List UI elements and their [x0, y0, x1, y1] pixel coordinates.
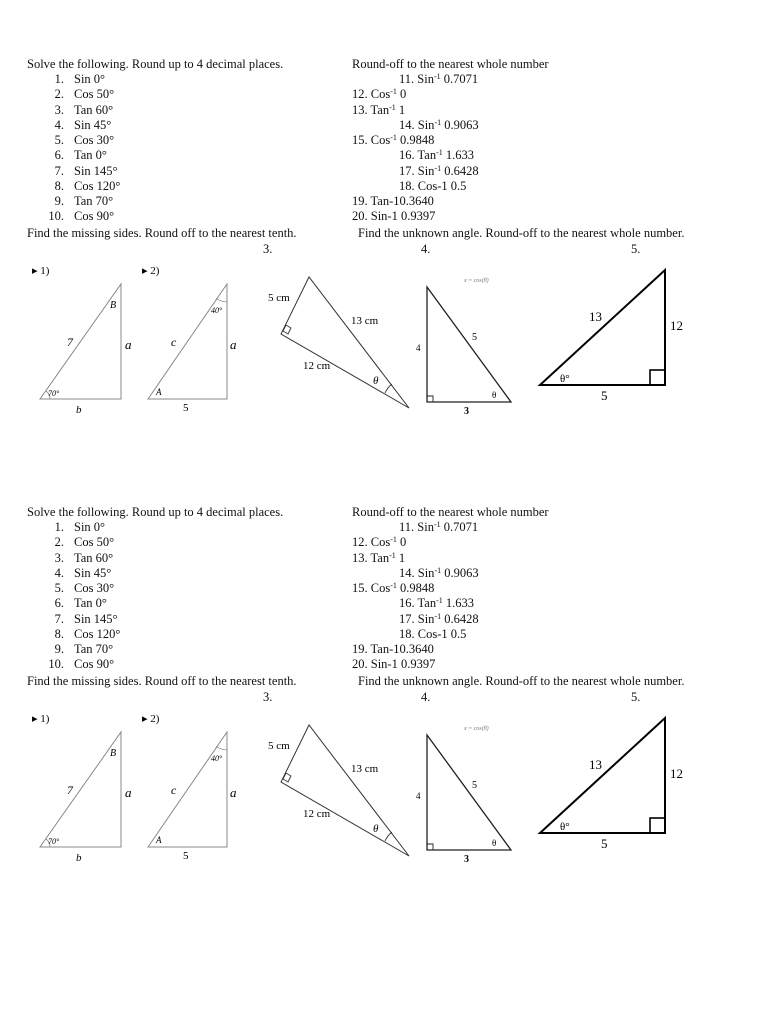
inverse-superscript: -1 [390, 87, 397, 97]
problem-item [0, 581, 768, 596]
problem-text [399, 164, 479, 179]
problem-text: Tan 60° [74, 102, 114, 117]
heading-right: Round-off to the nearest whole number [352, 505, 549, 519]
inverse-superscript: -1 [389, 102, 396, 112]
triangle-2-angle-arc [216, 298, 227, 302]
problem-number: 3. [54, 102, 64, 117]
problem-number: 7. [54, 163, 64, 178]
triangle-3-shape [281, 277, 409, 408]
inverse-superscript: -1 [390, 133, 397, 142]
find-sides-instruction: Find the missing sides. Round off to the nearest tenth. [27, 226, 297, 240]
triangle-1-angle-top-label: B [110, 300, 117, 311]
problem-number: 3. [54, 550, 64, 565]
inverse-superscript: -1 [434, 163, 442, 173]
problem-text [399, 72, 478, 87]
triangle-3-short-leg-label: 5 cm [268, 740, 290, 752]
triangle-2-angle-base-label: A [156, 387, 162, 397]
triangle-figure-2 [138, 260, 248, 420]
problem-text [352, 209, 435, 224]
problem-value: 1.633 [442, 148, 475, 163]
worksheet-copy [0, 0, 768, 420]
inverse-superscript: -1 [436, 596, 443, 606]
problem-item [0, 148, 768, 163]
problem-function: 20. Sin-1 0.9397 [352, 657, 436, 672]
triangle-1-hyp-label: 7 [67, 783, 73, 797]
problem-text: Cos 50° [74, 535, 115, 550]
triangle-2-side-label: a [230, 337, 237, 352]
triangle-2-angle-base-label: A [156, 835, 162, 845]
problem-item [0, 103, 768, 118]
problem-text: Cos 30° [74, 581, 115, 595]
triangle-3-angle-label: θ [373, 823, 379, 835]
problem-value: 1.633 [442, 596, 475, 611]
triangle-figure-1 [28, 708, 138, 868]
triangle-4-side-label: 4 [416, 791, 421, 801]
inverse-superscript: -1 [390, 535, 397, 545]
triangle-1-angle-base-label: 70° [48, 837, 60, 846]
problem-function: 13. Tan [352, 102, 390, 117]
triangle-2-shape [148, 284, 227, 399]
problem-item [0, 627, 768, 642]
problem-item [0, 87, 768, 102]
triangle-2-angle-top-label: 40° [211, 306, 223, 315]
triangle-4-caption: x = cos(θ) [464, 726, 489, 732]
problem-text [352, 657, 435, 672]
inverse-superscript: -1 [389, 550, 396, 560]
triangle-1-side-label: a [125, 785, 132, 800]
problem-function: 16. Tan [399, 596, 437, 611]
problem-value: 0.6428 [441, 163, 479, 178]
worksheet-copy [0, 448, 768, 868]
problem-value: 0.9063 [441, 565, 479, 580]
problem-text [352, 194, 434, 209]
right-problem-list [0, 72, 768, 225]
problem-text [352, 642, 434, 657]
problem-number: 2. [54, 87, 64, 102]
problem-text [399, 627, 466, 642]
triangle-1-side-label: a [125, 337, 132, 352]
problem-item [0, 209, 768, 224]
inverse-superscript: -1 [434, 565, 442, 575]
problem-number: 1. [54, 520, 64, 534]
problem-item [0, 596, 768, 611]
problem-value: 0.9063 [441, 117, 479, 132]
problem-item [0, 612, 768, 627]
problem-value: 0.9848 [396, 581, 435, 595]
triangle-1-hyp-label: 7 [67, 335, 73, 349]
find-sides-instruction: Find the missing sides. Round off to the nearest tenth. [27, 674, 297, 688]
triangle-4-hyp-label: 5 [472, 332, 477, 343]
problem-item [0, 164, 768, 179]
triangle-5-hyp-label: 13 [589, 309, 602, 324]
figures-row [0, 240, 768, 420]
problem-number: 5. [54, 581, 64, 595]
find-angle-instruction: Find the unknown angle. Round-off to the nearest whole number. [358, 674, 685, 688]
problem-function: 13. Tan [352, 550, 390, 565]
problem-number: 7. [54, 611, 64, 626]
problem-text [399, 520, 478, 535]
problem-item [0, 72, 768, 87]
triangle-2-side-label: a [230, 785, 237, 800]
problem-value: 0.9848 [396, 133, 435, 147]
figure-number-3: 3. [263, 690, 273, 704]
problem-text: Sin 145° [74, 163, 118, 178]
triangle-3-right-angle-marker [283, 325, 291, 334]
problem-number: 6. [54, 148, 64, 163]
triangle-3-hyp-label: 13 cm [351, 763, 379, 775]
triangle-4-shape [427, 287, 511, 402]
problem-text [352, 535, 406, 550]
triangle-3-long-leg-label: 12 cm [303, 360, 331, 372]
problem-function: 11. Sin [399, 520, 434, 534]
problem-function: 11. Sin [399, 72, 434, 86]
problem-text: Sin 0° [74, 72, 106, 86]
problem-number: 9. [54, 194, 64, 208]
problem-text: Sin 0° [74, 520, 106, 534]
figure-number-4: 4. [421, 242, 431, 256]
figure-2-marker: ▸ 2) [142, 265, 160, 277]
problem-item [0, 657, 768, 672]
triangle-5-right-angle-marker [650, 370, 665, 385]
problem-number: 4. [54, 117, 64, 132]
problem-value: 0.6428 [441, 611, 479, 626]
right-problem-list [0, 520, 768, 673]
problem-number: 8. [54, 626, 64, 641]
problem-text [399, 612, 479, 627]
triangle-4-base-label: 3 [464, 854, 469, 864]
problem-item [0, 535, 768, 550]
triangle-4-hyp-label: 5 [472, 780, 477, 791]
problem-item [0, 179, 768, 194]
triangle-1-angle-base-label: 70° [48, 389, 60, 398]
find-angle-instruction: Find the unknown angle. Round-off to the nearest whole number. [358, 226, 685, 240]
triangle-5-angle-label: θ° [560, 373, 570, 385]
triangle-figure-4 [414, 716, 520, 864]
inverse-superscript: -1 [433, 520, 441, 529]
triangle-5-shape [540, 270, 665, 385]
problem-item [0, 133, 768, 148]
triangle-1-base-label: b [76, 852, 82, 864]
problem-text: Sin 45° [74, 565, 112, 580]
triangle-2-hyp-label: c [171, 783, 177, 797]
inverse-superscript: -1 [434, 611, 442, 621]
inverse-superscript: -1 [433, 72, 441, 81]
triangle-figure-3 [264, 714, 414, 860]
figure-number-5: 5. [631, 242, 641, 256]
problem-number: 5. [54, 133, 64, 147]
figure-number-3: 3. [263, 242, 273, 256]
triangle-figure-4 [414, 268, 520, 416]
problem-item [0, 520, 768, 535]
problem-function: 17. Sin [399, 611, 435, 626]
heading-right: Round-off to the nearest whole number [352, 57, 549, 71]
triangle-3-angle-arc [385, 832, 392, 841]
triangle-5-right-angle-marker [650, 818, 665, 833]
problem-text: Cos 90° [74, 657, 115, 672]
problem-text: Tan 60° [74, 550, 114, 565]
problem-text: Cos 30° [74, 133, 115, 147]
triangle-3-angle-label: θ [373, 375, 379, 387]
triangle-figure-5 [532, 714, 692, 854]
problem-number: 10. [48, 209, 64, 224]
problem-text: Cos 120° [74, 178, 121, 193]
triangle-figure-3 [264, 266, 414, 412]
triangle-3-right-angle-marker [283, 773, 291, 782]
inverse-superscript: -1 [434, 117, 442, 127]
triangle-1-shape [40, 732, 121, 847]
problem-value: 0.7071 [440, 520, 479, 534]
problem-number: 9. [54, 642, 64, 656]
problem-function: 17. Sin [399, 163, 435, 178]
problem-item [0, 118, 768, 133]
triangle-4-caption: x = cos(θ) [464, 278, 489, 284]
triangle-3-angle-arc [385, 384, 392, 393]
triangle-5-shape [540, 718, 665, 833]
problem-value: 0 [396, 535, 407, 550]
problem-number: 1. [54, 72, 64, 86]
figures-row [0, 688, 768, 868]
problem-function: 12. Cos [352, 535, 391, 550]
problem-text [399, 179, 466, 194]
problem-text [399, 118, 479, 133]
triangle-figure-2 [138, 708, 248, 868]
triangle-3-long-leg-label: 12 cm [303, 808, 331, 820]
problem-number: 2. [54, 535, 64, 550]
problem-text: Tan 70° [74, 642, 114, 656]
problem-value: 1 [395, 102, 406, 117]
problem-text [399, 148, 474, 163]
problem-text [352, 103, 405, 118]
problem-text: Cos 50° [74, 87, 115, 102]
problem-text: Sin 45° [74, 117, 112, 132]
problem-text [352, 133, 434, 148]
problem-number: 4. [54, 565, 64, 580]
problem-value: 1 [395, 550, 406, 565]
problem-function: 15. Cos [352, 133, 391, 147]
triangle-5-base-label: 5 [601, 836, 608, 851]
triangle-2-base-label: 5 [183, 850, 189, 862]
problem-number: 10. [48, 657, 64, 672]
figure-number-5: 5. [631, 690, 641, 704]
triangle-5-hyp-label: 13 [589, 757, 602, 772]
problem-text [352, 551, 405, 566]
inverse-superscript: -1 [436, 148, 443, 158]
problem-text: Cos 90° [74, 209, 115, 224]
problem-number: 8. [54, 178, 64, 193]
triangle-4-shape [427, 735, 511, 850]
triangle-4-angle-label: θ [492, 838, 497, 848]
problem-function: 16. Tan [399, 148, 437, 163]
problem-function: 15. Cos [352, 581, 391, 595]
problem-text [352, 581, 434, 596]
problem-text [399, 596, 474, 611]
problem-function: 19. Tan-10.3640 [352, 642, 434, 656]
problem-text [352, 87, 406, 102]
triangle-1-shape [40, 284, 121, 399]
problem-function: 14. Sin [399, 117, 435, 132]
problem-function: 12. Cos [352, 87, 391, 102]
problem-item [0, 566, 768, 581]
triangle-2-angle-top-label: 40° [211, 754, 223, 763]
problem-function: 20. Sin-1 0.9397 [352, 209, 436, 224]
triangle-4-base-label: 3 [464, 406, 469, 416]
problem-function: 18. Cos-1 0.5 [399, 178, 467, 193]
problem-item [0, 642, 768, 657]
triangle-figure-5 [532, 266, 692, 406]
triangle-3-short-leg-label: 5 cm [268, 292, 290, 304]
triangle-2-shape [148, 732, 227, 847]
problem-text: Tan 0° [74, 148, 107, 163]
heading-left: Solve the following. Round up to 4 decimal places. [27, 505, 284, 519]
problem-function: 14. Sin [399, 565, 435, 580]
problem-number: 6. [54, 596, 64, 611]
problem-text: Cos 120° [74, 626, 121, 641]
problem-item [0, 551, 768, 566]
figure-1-marker: ▸ 1) [32, 713, 50, 725]
triangle-2-hyp-label: c [171, 335, 177, 349]
triangle-5-base-label: 5 [601, 388, 608, 403]
triangle-3-hyp-label: 13 cm [351, 315, 379, 327]
heading-left: Solve the following. Round up to 4 decimal places. [27, 57, 284, 71]
triangle-1-base-label: b [76, 404, 82, 416]
problem-text: Tan 70° [74, 194, 114, 208]
problem-function: 19. Tan-10.3640 [352, 194, 434, 208]
problem-text: Sin 145° [74, 611, 118, 626]
triangle-4-angle-label: θ [492, 390, 497, 400]
problem-function: 18. Cos-1 0.5 [399, 626, 467, 641]
triangle-4-right-angle-marker [427, 396, 433, 402]
triangle-3-shape [281, 725, 409, 856]
triangle-5-side-label: 12 [670, 766, 683, 781]
triangle-2-angle-arc [216, 746, 227, 750]
triangle-5-side-label: 12 [670, 318, 683, 333]
triangle-figure-1 [28, 260, 138, 420]
figure-2-marker: ▸ 2) [142, 713, 160, 725]
problem-value: 0.7071 [440, 72, 479, 86]
triangle-2-base-label: 5 [183, 402, 189, 414]
problem-text: Tan 0° [74, 596, 107, 611]
inverse-superscript: -1 [390, 581, 397, 590]
triangle-5-angle-label: θ° [560, 821, 570, 833]
figure-1-marker: ▸ 1) [32, 265, 50, 277]
problem-text [399, 566, 479, 581]
triangle-1-angle-top-label: B [110, 748, 117, 759]
figure-number-4: 4. [421, 690, 431, 704]
problem-item [0, 194, 768, 209]
triangle-4-side-label: 4 [416, 343, 421, 353]
problem-value: 0 [396, 87, 407, 102]
triangle-4-right-angle-marker [427, 844, 433, 850]
